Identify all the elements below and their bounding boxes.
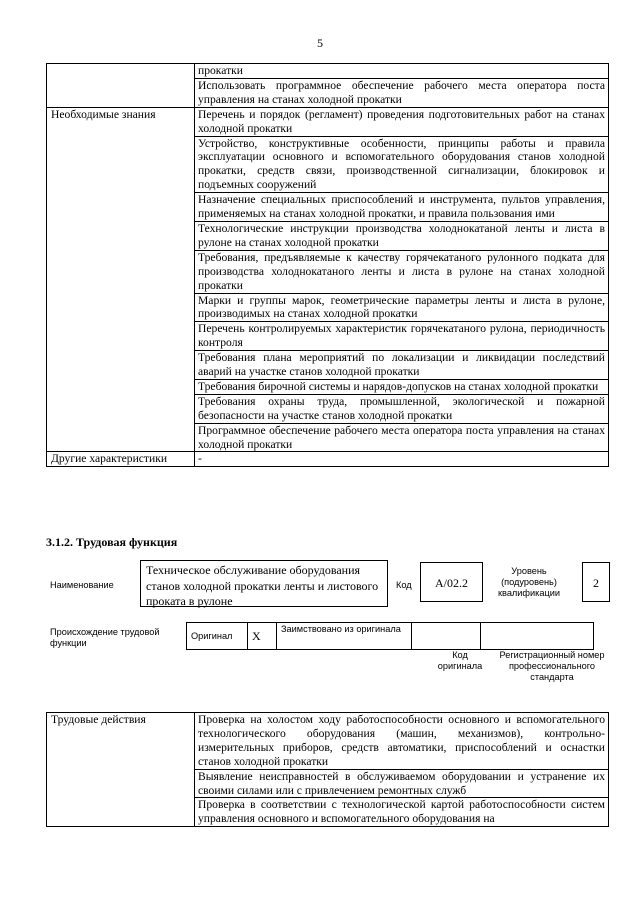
row-text: Перечень и порядок (регламент) проведения подготовительных работ на станах холодной прокатки [195,107,609,136]
row-text: - [195,452,609,467]
row-text: Проверка на холостом ходу работоспособности основного и вспомогательного технологического оборудования (машин, механизмов), контрольно-измерительных приборов, средств автоматики, приспособлений и оснастки станов холодной прокатки [195,713,609,770]
level-label: Уровень (подуровень) квалификации [498,566,560,598]
row-text: Требования бирочной системы и нарядов-допусков на станах холодной прокатки [195,379,609,394]
table-row [47,107,609,136]
origin-table [186,622,594,650]
row-text: Требования охраны труда, промышленной, экологической и пожарной безопасности на участке станов холодной прокатки [195,394,609,423]
row-label [47,64,195,108]
level-box: 2 [582,562,610,602]
row-label: Необходимые знания [47,107,195,452]
code-label: Код [396,580,412,590]
row-text: Перечень контролируемых характеристик горячекатаного рулона, периодичность контроля [195,322,609,351]
knowledge-table [46,63,609,467]
reg-number-cell [481,623,594,650]
table-row [47,713,609,770]
row-text: Программное обеспечение рабочего места оператора поста управления на станах холодной прокатки [195,423,609,452]
row-text: Требования плана мероприятий по локализации и ликвидации последствий аварий на участке станов холодной прокатки [195,351,609,380]
page-number: 5 [317,36,323,50]
row-text: Использовать программное обеспечение рабочего места оператора поста управления на станах холодной прокатки [195,78,609,107]
original-mark: X [248,623,277,650]
table-row [47,452,609,467]
section-heading: 3.1.2. Трудовая функция [46,535,178,549]
row-label: Трудовые действия [47,713,195,827]
row-text: Требования, предъявляемые к качеству горячекатаного рулонного подката для производства холоднокатаного ленты и листа в рулоне на станах холодной прокатки [195,250,609,293]
row-text: Устройство, конструктивные особенности, принципы работы и правила эксплуатации основного и вспомогательного оборудования станов холодной прокатки, средств связи, производственной сигнализации, блокировок и подъемных сооружений [195,136,609,193]
borrowed-label: Заимствовано из оригинала [277,623,412,650]
function-name-box: Техническое обслуживание оборудования станов холодной прокатки ленты и листового проката в рулоне [140,560,388,607]
origin-label: Происхождение трудовой функции [50,627,160,648]
code-original-cell [412,623,481,650]
row-text: Проверка в соответствии с технологической картой работоспособности систем управления основного и вспомогательного оборудования на [195,798,609,827]
row-text: Технологические инструкции производства холоднокатаной ленты и листа в рулоне на станах холодной прокатки [195,221,609,250]
labor-actions-table [46,712,609,827]
row-label: Другие характеристики [47,452,195,467]
original-label: Оригинал [187,623,248,650]
row-text: Назначение специальных приспособлений и инструмента, пультов управления, применяемых на станах холодной прокатки, и правила пользования ими [195,193,609,222]
row-text: Марки и группы марок, геометрические параметры ленты и листа в рулоне, производимых на станах холодной прокатки [195,293,609,322]
code-original-label: Код оригинала [437,650,483,671]
row-text: Выявление неисправностей в обслуживаемом оборудовании и устранение их своими силами или с привлечением ремонтных служб [195,769,609,798]
table-row [47,64,609,79]
reg-number-label: Регистрационный номер профессионального стандарта [499,650,605,682]
name-label: Наименование [50,580,114,590]
row-text: прокатки [195,64,609,79]
code-box: А/02.2 [420,562,483,602]
